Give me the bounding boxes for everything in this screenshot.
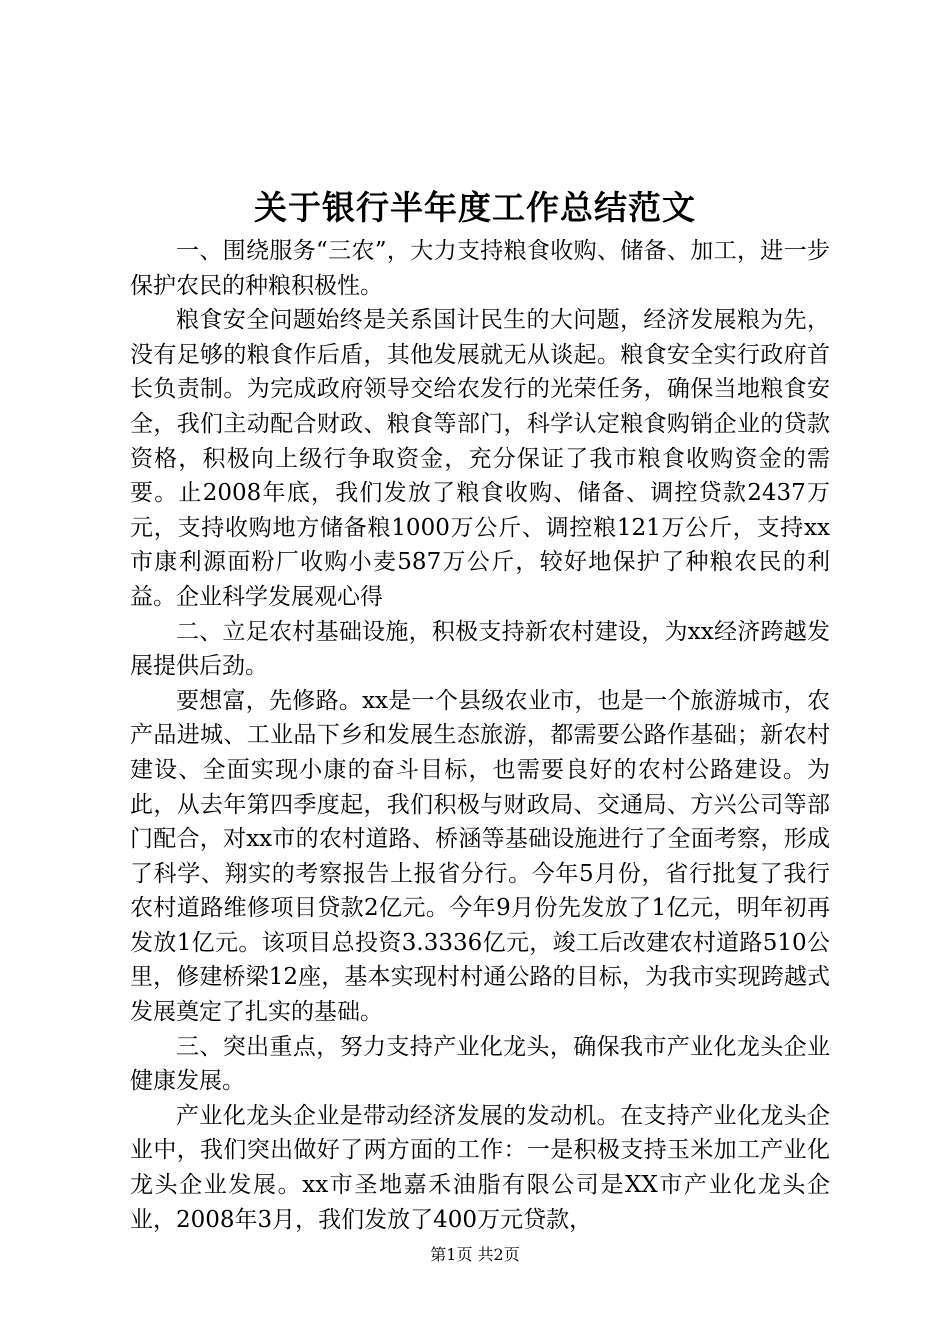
- paragraph-section-2-body: 要想富，先修路。xx是一个县级农业市，也是一个旅游城市，农产品进城、工业品下乡和发展生态旅游，都需要公路作基础；新农村建设、全面实现小康的奋斗目标，也需要良好的农村公路建设。为此，从去年第四季度起，我们积极与财政局、交通局、方兴公司等部门配合，对xx市的农村道路、桥涵等基础设施进行了全面考察，形成了科学、翔实的考察报告上报省分行。今年5月份，省行批复了我行农村道路维修项目贷款2亿元。今年9月份先发放了1亿元，明年初再发放1亿元。该项目总投资3.3336亿元，竣工后改建农村道路510公里，修建桥梁12座，基本实现村村通公路的目标，为我市实现跨越式发展奠定了扎实的基础。: [130, 687, 830, 1026]
- paragraph-section-3-body: 产业化龙头企业是带动经济发展的发动机。在支持产业化龙头企业中，我们突出做好了两方面的工作：一是积极支持玉米加工产业化龙头企业发展。xx市圣地嘉禾油脂有限公司是XX市产业化龙头企业，2008年3月，我们发放了400万元贷款，: [130, 1102, 830, 1233]
- paragraph-section-2-heading: 二、立足农村基础设施，积极支持新农村建设，为xx经济跨越发展提供后劲。: [130, 618, 830, 680]
- paragraph-section-3-heading: 三、突出重点，努力支持产业化龙头，确保我市产业化龙头企业健康发展。: [130, 1033, 830, 1095]
- document-body: [130, 234, 830, 1237]
- paragraph-section-1-body: 粮食安全问题始终是关系国计民生的大问题，经济发展粮为先，没有足够的粮食作后盾，其他发展就无从谈起。粮食安全实行政府首长负责制。为完成政府领导交给农发行的光荣任务，确保当地粮食安全，我们主动配合财政、粮食等部门，科学认定粮食购销企业的贷款资格，积极向上级行争取资金，充分保证了我市粮食收购资金的需要。止2008年底，我们发放了粮食收购、储备、调控贷款2437万元，支持收购地方储备粮1000万公斤、调控粮121万公斤，支持xx市康利源面粉厂收购小麦587万公斤，较好地保护了种粮农民的利益。企业科学发展观心得: [130, 307, 830, 610]
- paragraph-section-1-heading: 一、围绕服务“三农”，大力支持粮食收购、储备、加工，进一步保护农民的种粮积极性。: [130, 238, 830, 299]
- page-number-footer: 第1页 共2页: [430, 1245, 520, 1264]
- document-title: 关于银行半年度工作总结范文: [254, 188, 696, 227]
